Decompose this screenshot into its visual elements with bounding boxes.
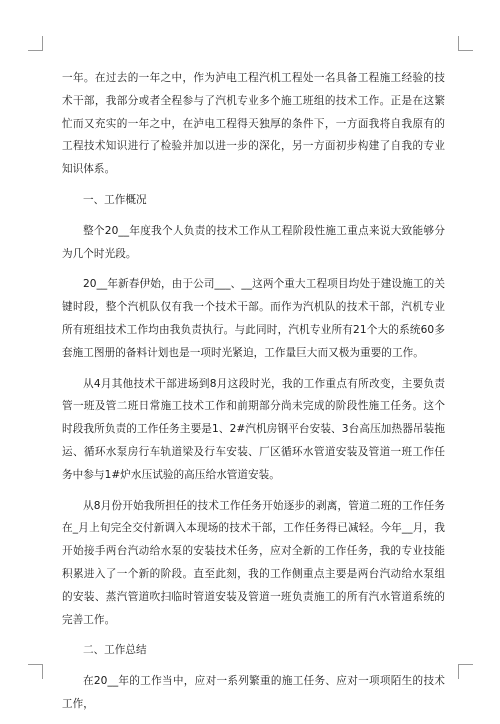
crop-mark-bottom-left [28,664,43,679]
paragraph-intro-continued: 一年。在过去的一年之中，作为泸电工程汽机工程处一名具备工程施工经验的技术干部，我部分或者全程参与了汽机专业多个施工班组的技术工作。正是在这繁忙而又充实的一年之中，在泸电工程得天独厚的条件下，一方面我将自我原有的工程技术知识进行了检验并加以进一步的深化，另一方面初步构建了自我的专业知识体系。 [62,72,445,176]
paragraph-new-year-start: 20__年新春伊始，由于公司___、__这两个重大工程项目均处于建设施工的关键时段，整个汽机队仅有我一个技术干部。而作为汽机队的技术干部，汽机专业所有班组技术工作均由我负责执行。与此同时，汽机专业所有21个大的系统60多套施工图册的备料计划也是一项时光紧迫，工作量巨大而又极为重要的工作。 [62,278,445,359]
crop-mark-bottom-right [458,664,473,679]
document-body [62,67,445,724]
crop-mark-top-right [458,36,473,51]
section-heading-work-overview: 一、工作概况 [83,193,147,206]
crop-mark-top-left [28,36,43,51]
section-heading-work-summary: 二、工作总结 [83,644,147,657]
paragraph-summary-start: 在20__年的工作当中，应对一系列繁重的施工任务、应对一项项陌生的技术工作， [62,675,445,710]
paragraph-april-to-august: 从4月其他技术干部进场到8月这段时光，我的工作重点有所改变，主要负责管一班及管二班日常施工技术工作和前期部分尚未完成的阶段性施工任务。这个时段我所负责的工作任务主要是1、2#汽机房钢平台安装、3台高压加热器吊装拖运、循环水泵房行车轨道梁及行车安装、厂区循环水管道安装及管道一班工作任务中参与1#炉水压试验的高压给水管道安装。 [62,377,445,481]
paragraph-time-periods: 整个20__年度我个人负责的技术工作从工程阶段性施工重点来说大致能够分为几个时光段。 [62,224,445,260]
paragraph-from-august: 从8月份开始我所担任的技术工作任务开始逐步的剥离，管道二班的工作任务在_月上旬完全交付新调入本现场的技术干部，工作任务得已减轻。今年__月，我开始接手两台汽动给水泵的安装技术任务，应对全新的工作任务，我的专业技能积累进入了一个新的阶段。直至此刻，我的工作侧重点主要是两台汽动给水泵组的安装、蒸汽管道吹扫临时管道安装及管道一班负责施工的所有汽水管道系统的完善工作。 [62,499,445,626]
